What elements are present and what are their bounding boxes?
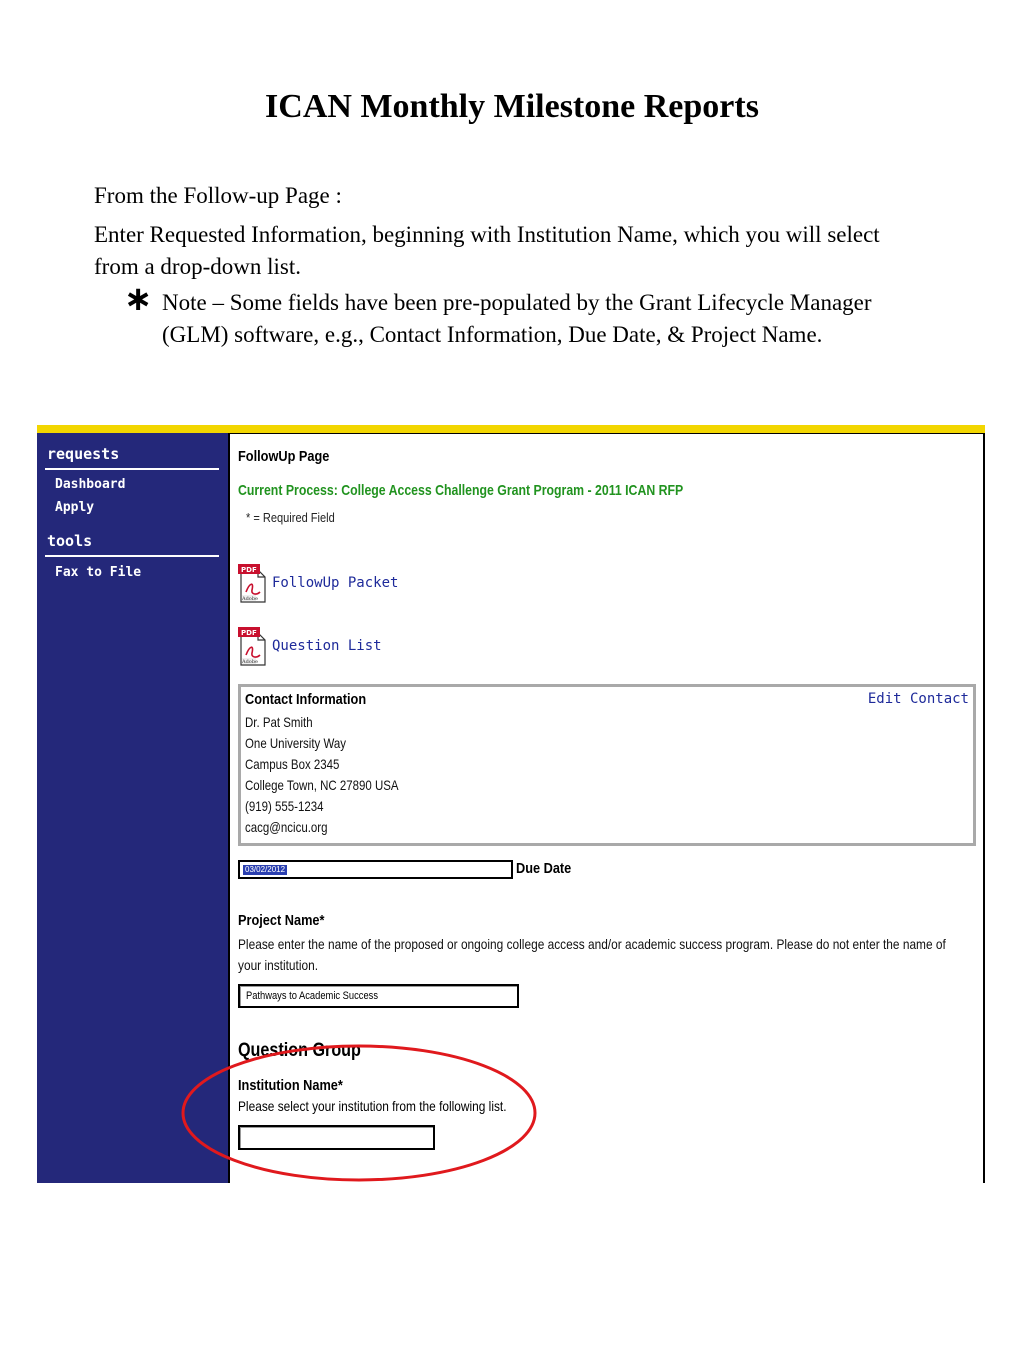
due-date-field[interactable] — [238, 860, 513, 879]
question-group-title: Question Group — [238, 1040, 361, 1061]
pdf-icon — [238, 625, 268, 667]
institution-name-description: Please select your institution from the following list. — [238, 1098, 507, 1114]
sidebar-heading-requests: requests — [47, 445, 120, 463]
top-accent-bar — [37, 425, 985, 433]
sidebar-heading-tools: tools — [47, 532, 93, 550]
slide-title: ICAN Monthly Milestone Reports — [265, 88, 759, 125]
edit-contact-link[interactable]: Edit Contact — [867, 691, 969, 707]
highlight-ellipse — [180, 1043, 538, 1183]
note-bullet-icon: ∗ — [124, 279, 153, 319]
intro-text — [94, 180, 914, 290]
pdf-icon — [238, 562, 268, 604]
svg-text:Adobe: Adobe — [242, 659, 258, 665]
question-list-link[interactable] — [238, 625, 382, 667]
due-date-label: Due Date — [516, 860, 572, 877]
required-field-note: * = Required Field — [246, 510, 335, 525]
sidebar-divider — [45, 555, 219, 557]
svg-text:PDF: PDF — [241, 629, 257, 637]
sidebar-item-fax-to-file[interactable]: Fax to File — [55, 565, 142, 580]
contact-line: College Town, NC 27890 USA — [245, 777, 399, 793]
institution-name-label: Institution Name* — [238, 1077, 343, 1094]
due-date-value: 03/02/2012 — [245, 865, 286, 874]
current-process: Current Process: College Access Challenge Grant Program - 2011 ICAN RFP — [238, 482, 684, 499]
contact-line: (919) 555-1234 — [245, 798, 324, 814]
project-name-description: Please enter the name of the proposed or ongoing college access and/or academic success program. Please do not enter the name of your institution. — [238, 936, 946, 973]
contact-information-panel — [238, 684, 976, 846]
contact-line: Dr. Pat Smith — [245, 714, 313, 730]
contact-line: cacg@ncicu.org — [245, 819, 328, 835]
sidebar-item-dashboard[interactable]: Dashboard — [55, 477, 126, 492]
contact-line: Campus Box 2345 — [245, 756, 340, 772]
page-heading: FollowUp Page — [238, 448, 330, 465]
followup-packet-link[interactable] — [238, 562, 398, 604]
contact-title: Contact Information — [245, 691, 367, 708]
svg-text:PDF: PDF — [241, 566, 257, 574]
question-list-label: Question List — [272, 638, 382, 654]
followup-packet-label: FollowUp Packet — [272, 575, 399, 591]
project-name-field[interactable] — [238, 984, 519, 1008]
intro-line-1: From the Follow-up Page : — [94, 183, 342, 208]
svg-text:Adobe: Adobe — [242, 596, 258, 602]
note-text: Note – Some fields have been pre-populated by the Grant Lifecycle Manager (GLM) software, e.g., Contact Information, Due Date, & Project Name. — [162, 290, 872, 347]
project-name-value: Pathways to Academic Success — [246, 990, 379, 1002]
contact-line: One University Way — [245, 735, 347, 751]
sidebar-divider — [45, 468, 219, 470]
sidebar-item-apply[interactable]: Apply — [55, 500, 95, 515]
intro-line-2: Enter Requested Information, beginning with Institution Name, which you will select from a drop-down list. — [94, 222, 880, 279]
project-name-label: Project Name* — [238, 912, 325, 929]
